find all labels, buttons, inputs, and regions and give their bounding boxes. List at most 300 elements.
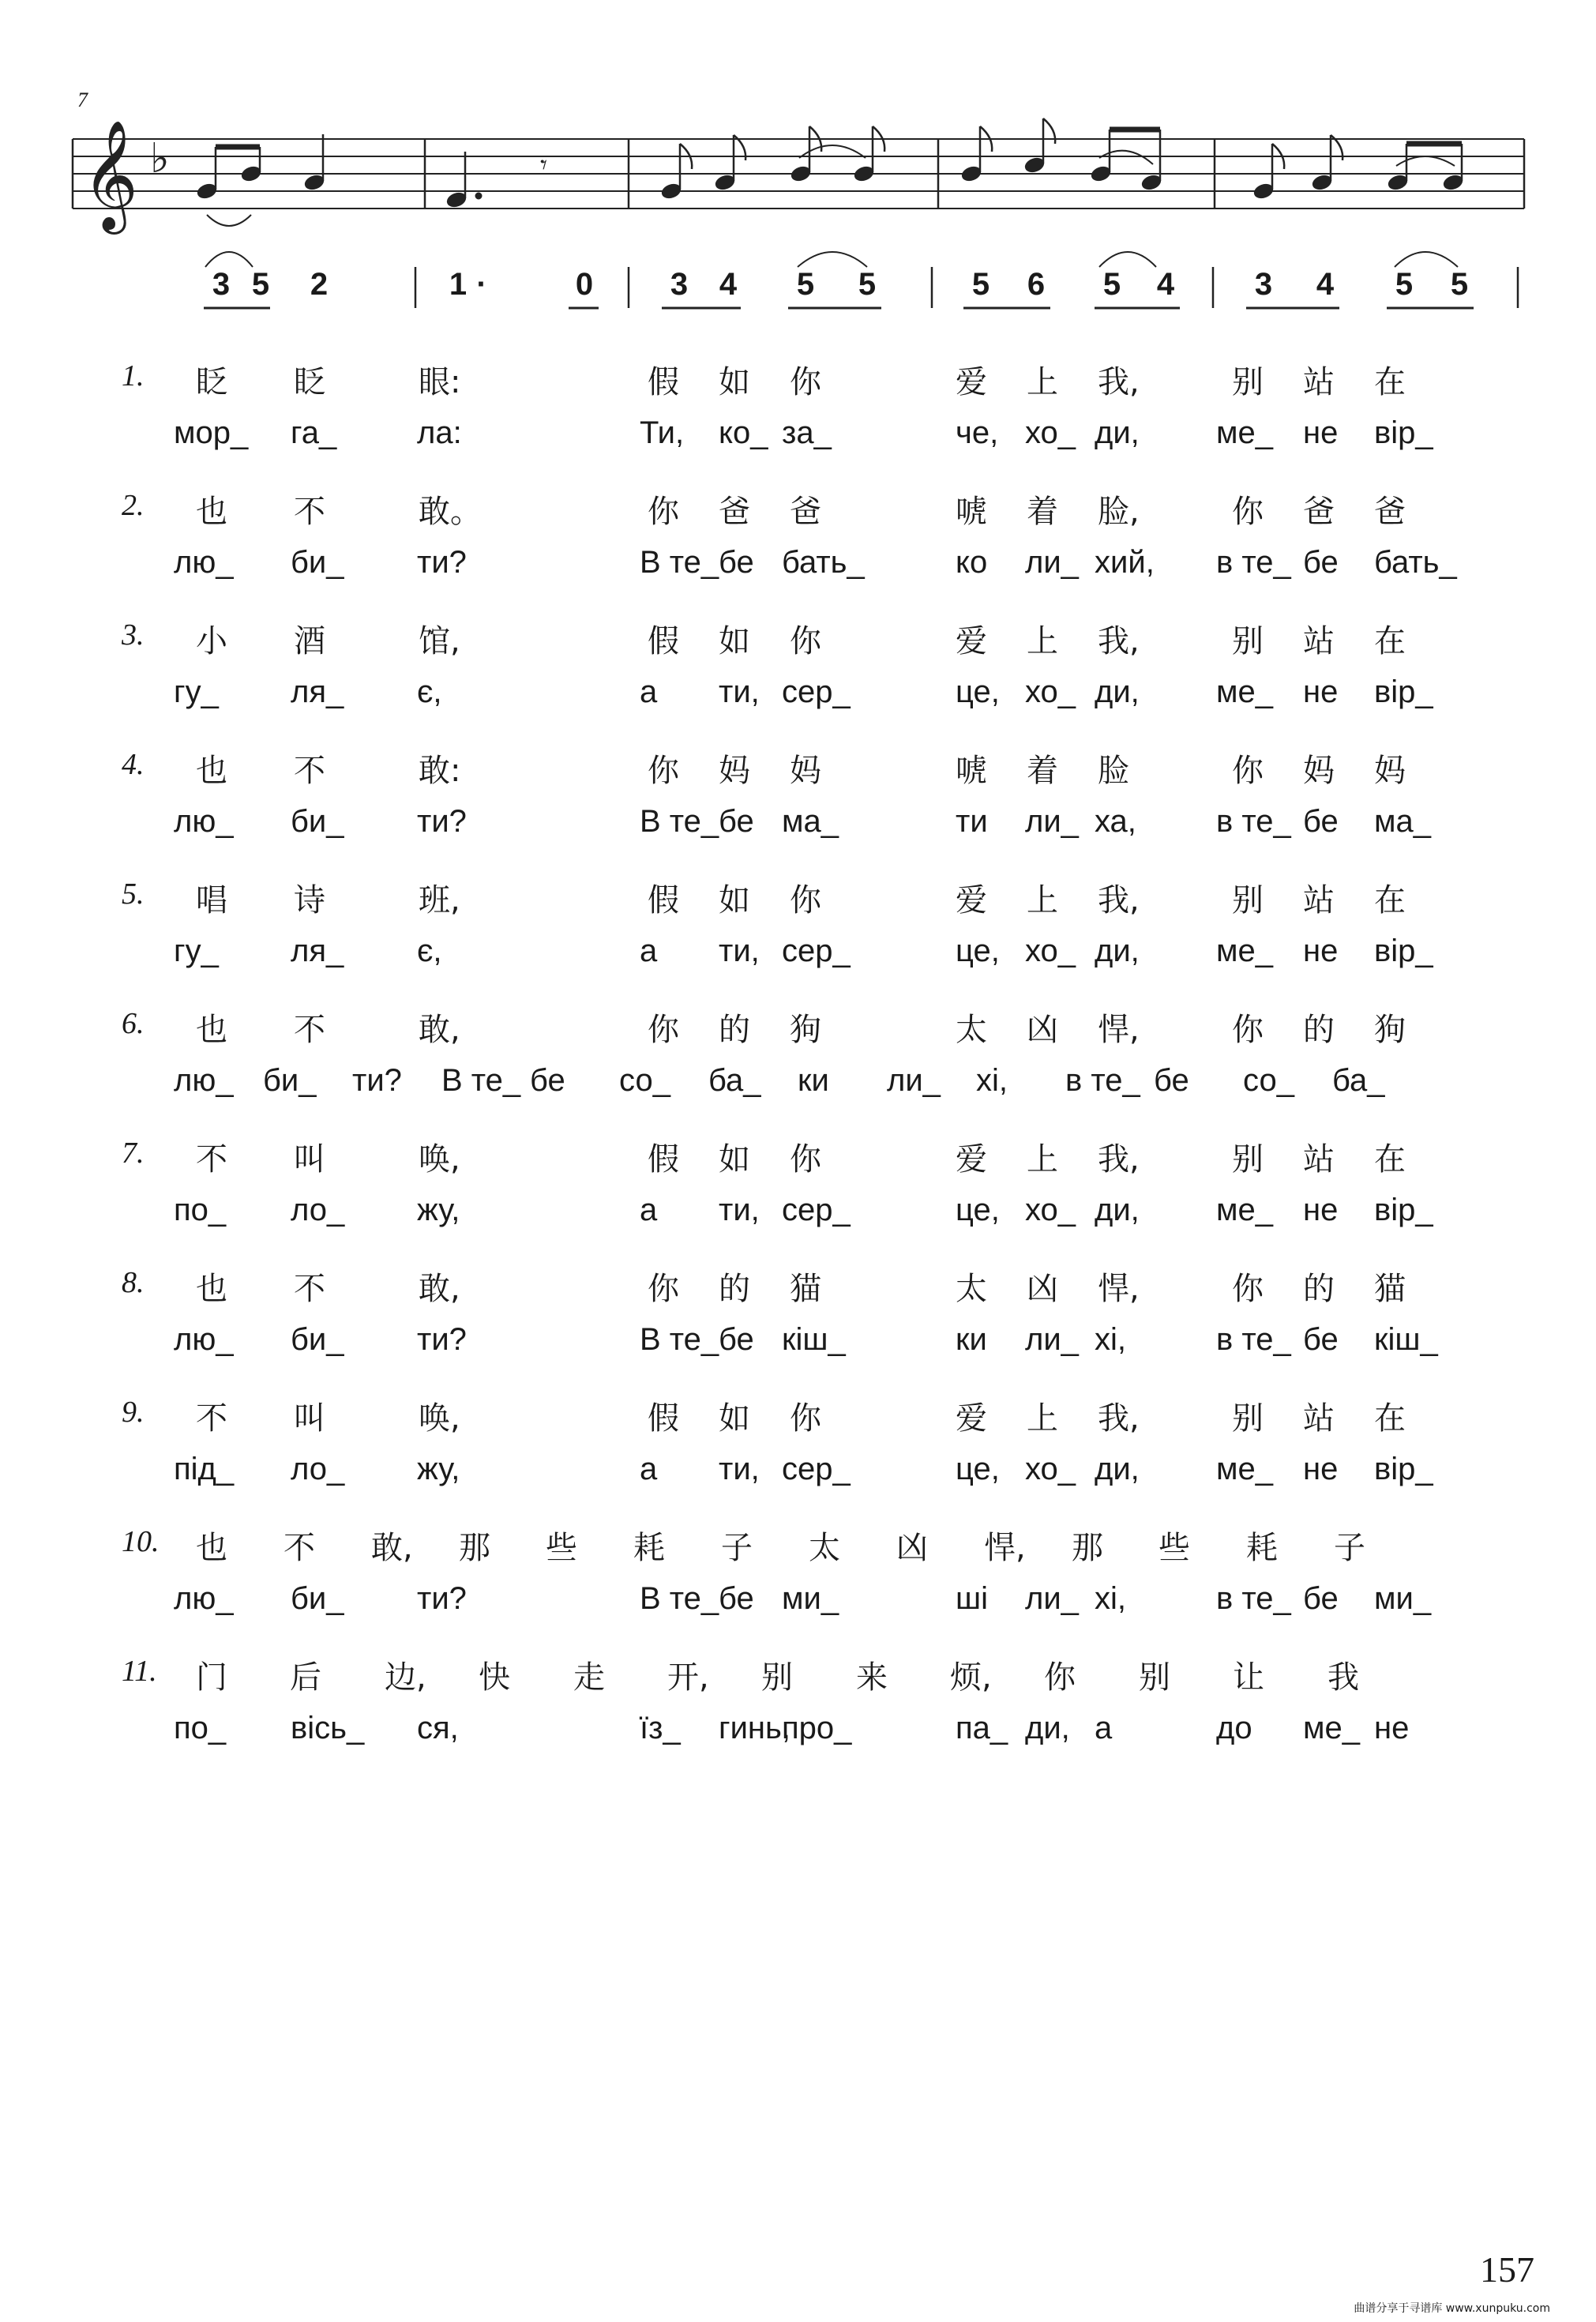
lyric-uk-syllable: ди, [1095, 1452, 1140, 1486]
lyric-cn-syllable: 你 [648, 1271, 679, 1307]
lyric-cn-syllable: 也 [196, 1271, 227, 1307]
lyric-cn-syllable: 耗 [1246, 1530, 1278, 1566]
lyric-uk-syllable: бе [530, 1063, 565, 1098]
lyric-cn-syllable: 你 [790, 1141, 821, 1178]
lyric-cn-syllable: 唤, [419, 1141, 460, 1178]
lyric-uk-syllable: би_ [291, 804, 344, 839]
lyric-uk-syllable: сер_ [782, 934, 851, 968]
lyric-uk-syllable: че, [956, 415, 999, 450]
lyric-uk-syllable: ха, [1095, 804, 1136, 839]
lyric-cn-syllable: 你 [1232, 1271, 1264, 1307]
lyric-cn-syllable: 太 [956, 1012, 987, 1048]
lyric-uk-syllable: гу_ [174, 934, 219, 968]
lyric-cn-syllable: 也 [196, 753, 227, 789]
lyric-uk-syllable: ла: [417, 415, 462, 450]
lyric-cn-syllable: 唤, [419, 1400, 460, 1437]
lyric-cn-syllable: 的 [719, 1271, 750, 1307]
jianpu-note: 3 [670, 267, 689, 302]
lyric-uk-syllable: ти? [417, 545, 467, 580]
lyric-cn-syllable: 太 [956, 1271, 987, 1307]
lyric-cn-syllable: 你 [1232, 1012, 1264, 1048]
lyric-uk-syllable: вісь_ [291, 1711, 365, 1745]
lyric-uk-syllable: ме_ [1216, 674, 1273, 709]
lyric-cn-syllable: 站 [1303, 1400, 1335, 1437]
lyric-uk-syllable: це, [956, 674, 1000, 709]
lyric-uk-syllable: це, [956, 1193, 1000, 1227]
lyric-cn-syllable: 你 [648, 494, 679, 530]
lyric-uk-syllable: Ти, [640, 415, 685, 450]
lyric-uk-syllable: а [640, 1452, 658, 1486]
lyric-cn-syllable: 不 [294, 1271, 325, 1307]
lyric-cn-syllable: 我, [1098, 1400, 1140, 1437]
lyric-uk-syllable: по_ [174, 1193, 227, 1227]
lyric-cn-syllable: 狗 [790, 1012, 821, 1048]
lyric-cn-syllable: 的 [719, 1012, 750, 1048]
lyric-uk-syllable: кіш_ [782, 1322, 846, 1357]
lyric-cn-syllable: 爱 [956, 623, 987, 659]
lyric-cn-syllable: 如 [719, 364, 750, 400]
lyric-cn-syllable: 开, [667, 1659, 709, 1696]
lyric-cn-syllable: 些 [546, 1530, 577, 1566]
lyric-uk-syllable: ли_ [1025, 545, 1079, 580]
lyric-cn-syllable: 假 [648, 364, 679, 400]
lyric-uk-syllable: ли_ [1025, 804, 1079, 839]
verse-number: 9. [122, 1396, 145, 1429]
lyric-cn-syllable: 酒 [294, 623, 325, 659]
lyric-uk-syllable: со_ [619, 1063, 670, 1098]
jianpu-note: · [476, 267, 487, 302]
lyric-uk-syllable: би_ [291, 545, 344, 580]
jianpu-note: 5 [1395, 267, 1414, 302]
lyric-cn-syllable: 门 [196, 1659, 227, 1696]
lyric-uk-syllable: га_ [291, 415, 337, 450]
lyric-uk-syllable: вір_ [1374, 1452, 1433, 1486]
verse-number: 1. [122, 359, 145, 393]
lyric-uk-syllable: хий, [1095, 545, 1155, 580]
lyric-cn-syllable: 我, [1098, 623, 1140, 659]
jianpu-note: 4 [1156, 267, 1175, 302]
lyric-uk-syllable: а [640, 934, 658, 968]
lyric-cn-syllable: 悍, [984, 1530, 1026, 1566]
lyric-cn-syllable: 班, [419, 882, 460, 919]
lyric-cn-syllable: 让 [1233, 1659, 1264, 1696]
jianpu-note: 5 [858, 267, 877, 302]
measure-2-notes [445, 149, 547, 209]
lyric-uk-syllable: ме_ [1216, 1193, 1273, 1227]
lyric-uk-syllable: ми_ [782, 1581, 839, 1616]
lyric-uk-syllable: бать_ [782, 545, 865, 580]
lyric-uk-syllable: ди, [1095, 674, 1140, 709]
lyric-cn-syllable: 上 [1027, 882, 1058, 919]
lyric-cn-syllable: 走 [573, 1659, 605, 1696]
lyric-cn-syllable: 假 [648, 882, 679, 919]
verse-number: 3. [122, 618, 145, 652]
lyric-uk-syllable: по_ [174, 1711, 227, 1745]
lyric-cn-syllable: 子 [1334, 1530, 1365, 1566]
lyric-uk-syllable: ло_ [291, 1193, 345, 1227]
lyric-uk-syllable: не [1303, 1452, 1339, 1486]
lyric-uk-syllable: вір_ [1374, 415, 1433, 450]
treble-clef-icon: 𝄞 [82, 120, 138, 230]
lyric-uk-syllable: сер_ [782, 1193, 851, 1227]
lyric-uk-syllable: лю_ [174, 1063, 234, 1098]
lyric-uk-syllable: ти [956, 804, 988, 839]
lyric-cn-syllable: 唱 [196, 882, 227, 919]
lyric-uk-syllable: їз_ [640, 1711, 681, 1745]
lyric-cn-syllable: 猫 [1374, 1271, 1406, 1307]
lyric-uk-syllable: ма_ [782, 804, 839, 839]
lyric-cn-syllable: 我, [1098, 364, 1140, 400]
lyric-cn-syllable: 的 [1303, 1271, 1335, 1307]
lyric-uk-syllable: ди, [1095, 934, 1140, 968]
lyric-uk-syllable: би_ [291, 1322, 344, 1357]
lyric-cn-syllable: 着 [1027, 494, 1058, 530]
lyric-cn-syllable: 凶 [896, 1530, 928, 1566]
lyric-uk-syllable: лю_ [174, 1322, 234, 1357]
lyric-uk-syllable: ме_ [1303, 1711, 1360, 1745]
lyric-cn-syllable: 快 [479, 1659, 510, 1696]
lyric-cn-syllable: 敢, [419, 1271, 460, 1307]
lyric-uk-syllable: хі, [1095, 1322, 1126, 1357]
lyric-uk-syllable: хі, [1095, 1581, 1126, 1616]
lyric-cn-syllable: 爱 [956, 364, 987, 400]
lyric-cn-syllable: 爱 [956, 882, 987, 919]
lyric-cn-syllable: 妈 [1374, 753, 1406, 789]
lyric-cn-syllable: 妈 [790, 753, 821, 789]
lyric-uk-syllable: під_ [174, 1452, 235, 1486]
lyric-uk-syllable: бе [1303, 545, 1339, 580]
lyric-cn-syllable: 敢。 [419, 494, 482, 530]
lyric-cn-syllable: 后 [290, 1659, 321, 1696]
lyric-uk-syllable: ме_ [1216, 934, 1273, 968]
jianpu-note: 0 [575, 267, 594, 302]
lyric-uk-syllable: а [1095, 1711, 1113, 1745]
lyric-uk-syllable: в те_ [1216, 1581, 1291, 1616]
lyric-cn-syllable: 那 [1072, 1530, 1103, 1566]
lyric-uk-syllable: ші [956, 1581, 988, 1616]
lyric-cn-syllable: 眨 [294, 364, 325, 400]
lyric-cn-syllable: 烦, [950, 1659, 992, 1696]
lyric-uk-syllable: хо_ [1025, 934, 1076, 968]
lyric-cn-syllable: 敢, [371, 1530, 413, 1566]
jianpu-row [0, 251, 1596, 314]
lyric-uk-syllable: ме_ [1216, 1452, 1273, 1486]
lyric-cn-syllable: 你 [648, 753, 679, 789]
lyric-uk-syllable: а [640, 1193, 658, 1227]
lyric-cn-syllable: 太 [809, 1530, 840, 1566]
lyric-uk-syllable: ти, [719, 674, 760, 709]
lyric-cn-syllable: 你 [790, 623, 821, 659]
lyric-uk-syllable: ля_ [291, 674, 344, 709]
jianpu-note: 5 [1102, 267, 1121, 302]
footer-credit: 曲谱分享于寻谱库 www.xunpuku.com [1354, 2302, 1550, 2315]
lyric-uk-syllable: ко [956, 545, 988, 580]
lyric-cn-syllable: 爱 [956, 1141, 987, 1178]
lyric-cn-syllable: 边, [385, 1659, 426, 1696]
lyric-cn-syllable: 脸, [1098, 494, 1140, 530]
lyric-uk-syllable: бе [719, 1322, 754, 1357]
lyric-cn-syllable: 在 [1374, 623, 1406, 659]
lyric-cn-syllable: 脸 [1098, 753, 1129, 789]
lyric-uk-syllable: не [1303, 415, 1339, 450]
lyric-uk-syllable: ля_ [291, 934, 344, 968]
lyric-uk-syllable: ти, [719, 1452, 760, 1486]
lyric-uk-syllable: бе [1154, 1063, 1189, 1098]
measure-4-notes [960, 118, 1162, 267]
lyric-cn-syllable: 站 [1303, 364, 1335, 400]
lyric-uk-syllable: ло_ [291, 1452, 345, 1486]
lyric-uk-syllable: ко_ [719, 415, 768, 450]
lyric-cn-syllable: 爸 [1374, 494, 1406, 530]
lyric-uk-syllable: не [1303, 1193, 1339, 1227]
lyric-uk-syllable: сер_ [782, 674, 851, 709]
lyric-cn-syllable: 站 [1303, 1141, 1335, 1178]
lyric-uk-syllable: це, [956, 1452, 1000, 1486]
verse-number: 6. [122, 1007, 145, 1040]
lyric-uk-syllable: про_ [782, 1711, 852, 1745]
lyric-cn-syllable: 不 [294, 1012, 325, 1048]
jianpu-note: 2 [310, 267, 329, 302]
lyric-uk-syllable: бать_ [1374, 545, 1457, 580]
lyric-uk-syllable: В те_ [640, 1581, 719, 1616]
lyric-uk-syllable: в те_ [1216, 804, 1291, 839]
lyric-cn-syllable: 馆, [419, 623, 460, 659]
lyric-cn-syllable: 狗 [1374, 1012, 1406, 1048]
jianpu-note: 5 [251, 267, 270, 302]
lyric-uk-syllable: ся, [417, 1711, 459, 1745]
lyric-cn-syllable: 你 [790, 1400, 821, 1437]
lyric-uk-syllable: ди, [1095, 415, 1140, 450]
lyric-uk-syllable: вір_ [1374, 674, 1433, 709]
lyric-cn-syllable: 如 [719, 1400, 750, 1437]
lyric-uk-syllable: ти, [719, 934, 760, 968]
lyric-cn-syllable: 的 [1303, 1012, 1335, 1048]
lyric-cn-syllable: 叫 [294, 1141, 325, 1178]
measure-5-notes [1252, 135, 1464, 267]
lyric-cn-syllable: 别 [761, 1659, 793, 1696]
lyric-uk-syllable: це, [956, 934, 1000, 968]
lyric-cn-syllable: 假 [648, 1141, 679, 1178]
lyric-cn-syllable: 我, [1098, 882, 1140, 919]
lyric-uk-syllable: мор_ [174, 415, 249, 450]
lyric-uk-syllable: ли_ [1025, 1581, 1079, 1616]
flat-icon: ♭ [150, 135, 170, 182]
lyric-uk-syllable: В те_ [640, 804, 719, 839]
jianpu-note: 5 [971, 267, 990, 302]
lyric-cn-syllable: 你 [648, 1012, 679, 1048]
lyric-cn-syllable: 你 [1232, 753, 1264, 789]
lyric-uk-syllable: не [1303, 674, 1339, 709]
lyric-cn-syllable: 你 [1044, 1659, 1076, 1696]
lyric-uk-syllable: ти, [719, 1193, 760, 1227]
verse-number: 11. [122, 1655, 157, 1688]
lyric-uk-syllable: бе [719, 804, 754, 839]
lyric-cn-syllable: 叫 [294, 1400, 325, 1437]
lyric-cn-syllable: 爸 [1303, 494, 1335, 530]
lyric-cn-syllable: 不 [196, 1141, 227, 1178]
lyric-uk-syllable: ми_ [1374, 1581, 1432, 1616]
lyric-uk-syllable: в те_ [1065, 1063, 1140, 1098]
jianpu-note: 3 [212, 267, 231, 302]
lyric-uk-syllable: бе [1303, 1581, 1339, 1616]
jianpu-note: 1 [449, 267, 468, 302]
lyric-uk-syllable: хо_ [1025, 415, 1076, 450]
lyric-uk-syllable: ди, [1095, 1193, 1140, 1227]
lyric-uk-syllable: ки [798, 1063, 829, 1098]
lyric-cn-syllable: 敢, [419, 1012, 460, 1048]
lyric-uk-syllable: ме_ [1216, 415, 1273, 450]
lyric-uk-syllable: хо_ [1025, 1193, 1076, 1227]
lyric-cn-syllable: 别 [1139, 1659, 1170, 1696]
lyric-uk-syllable: гинь, [719, 1711, 790, 1745]
lyric-uk-syllable: бе [719, 545, 754, 580]
lyric-uk-syllable: В те_ [441, 1063, 521, 1098]
lyric-cn-syllable: 唬 [956, 494, 987, 530]
lyric-cn-syllable: 不 [284, 1530, 315, 1566]
lyric-uk-syllable: хо_ [1025, 674, 1076, 709]
lyric-cn-syllable: 也 [196, 494, 227, 530]
lyric-cn-syllable: 子 [721, 1530, 753, 1566]
lyric-cn-syllable: 别 [1232, 1400, 1264, 1437]
lyric-uk-syllable: бе [1303, 1322, 1339, 1357]
lyric-uk-syllable: бе [719, 1581, 754, 1616]
lyric-uk-syllable: до [1216, 1711, 1252, 1745]
lyric-cn-syllable: 不 [294, 753, 325, 789]
verse-number: 8. [122, 1266, 145, 1299]
lyric-cn-syllable: 假 [648, 623, 679, 659]
lyric-uk-syllable: лю_ [174, 1581, 234, 1616]
lyric-uk-syllable: вір_ [1374, 934, 1433, 968]
lyric-uk-syllable: не [1303, 934, 1339, 968]
lyric-cn-syllable: 悍, [1098, 1012, 1140, 1048]
lyric-cn-syllable: 爱 [956, 1400, 987, 1437]
lyric-uk-syllable: ди, [1025, 1711, 1070, 1745]
lyric-cn-syllable: 爸 [719, 494, 750, 530]
lyric-cn-syllable: 不 [294, 494, 325, 530]
lyric-cn-syllable: 也 [196, 1012, 227, 1048]
lyric-uk-syllable: гу_ [174, 674, 219, 709]
lyric-cn-syllable: 我 [1327, 1659, 1359, 1696]
lyric-uk-syllable: сер_ [782, 1452, 851, 1486]
lyric-cn-syllable: 妈 [719, 753, 750, 789]
lyric-uk-syllable: хо_ [1025, 1452, 1076, 1486]
lyric-cn-syllable: 妈 [1303, 753, 1335, 789]
lyric-uk-syllable: бе [1303, 804, 1339, 839]
lyric-uk-syllable: вір_ [1374, 1193, 1433, 1227]
lyric-uk-syllable: а [640, 674, 658, 709]
lyric-uk-syllable: ки [956, 1322, 987, 1357]
lyric-uk-syllable: ба_ [1332, 1063, 1385, 1098]
measure-3-notes [660, 126, 884, 267]
lyric-cn-syllable: 站 [1303, 882, 1335, 919]
lyric-cn-syllable: 如 [719, 882, 750, 919]
lyric-cn-syllable: 凶 [1027, 1012, 1058, 1048]
lyric-cn-syllable: 敢: [419, 753, 461, 789]
jianpu-note: 5 [796, 267, 815, 302]
jianpu-note: 4 [719, 267, 738, 302]
lyric-cn-syllable: 诗 [294, 882, 325, 919]
lyric-uk-syllable: ли_ [887, 1063, 941, 1098]
lyric-uk-syllable: в те_ [1216, 545, 1291, 580]
page-number: 157 [1480, 2249, 1534, 2290]
lyric-uk-syllable: кіш_ [1374, 1322, 1438, 1357]
lyric-cn-syllable: 悍, [1098, 1271, 1140, 1307]
lyric-cn-syllable: 小 [196, 623, 227, 659]
verse-number: 4. [122, 748, 145, 781]
lyric-cn-syllable: 我, [1098, 1141, 1140, 1178]
lyric-uk-syllable: ти? [417, 1322, 467, 1357]
lyric-cn-syllable: 猫 [790, 1271, 821, 1307]
lyric-cn-syllable: 假 [648, 1400, 679, 1437]
lyric-cn-syllable: 如 [719, 1141, 750, 1178]
lyric-uk-syllable: ти? [352, 1063, 402, 1098]
lyric-cn-syllable: 唬 [956, 753, 987, 789]
lyric-uk-syllable: па_ [956, 1711, 1008, 1745]
lyric-uk-syllable: лю_ [174, 804, 234, 839]
verse-number: 2. [122, 489, 145, 522]
lyric-cn-syllable: 在 [1374, 1141, 1406, 1178]
svg-text:𝄾: 𝄾 [540, 149, 548, 181]
lyric-cn-syllable: 站 [1303, 623, 1335, 659]
lyric-cn-syllable: 眨 [196, 364, 227, 400]
lyric-cn-syllable: 上 [1027, 364, 1058, 400]
lyric-cn-syllable: 上 [1027, 1400, 1058, 1437]
lyric-uk-syllable: жу, [417, 1193, 460, 1227]
lyric-cn-syllable: 眼: [419, 364, 461, 400]
lyric-uk-syllable: жу, [417, 1452, 460, 1486]
lyric-cn-syllable: 不 [196, 1400, 227, 1437]
lyric-uk-syllable: хі, [976, 1063, 1008, 1098]
lyric-cn-syllable: 你 [790, 364, 821, 400]
lyric-uk-syllable: В те_ [640, 545, 719, 580]
lyric-cn-syllable: 那 [459, 1530, 490, 1566]
lyric-uk-syllable: би_ [263, 1063, 317, 1098]
lyric-uk-syllable: є, [417, 934, 442, 968]
lyric-cn-syllable: 凶 [1027, 1271, 1058, 1307]
lyric-uk-syllable: лю_ [174, 545, 234, 580]
lyric-cn-syllable: 着 [1027, 753, 1058, 789]
jianpu-note: 3 [1254, 267, 1273, 302]
lyric-cn-syllable: 也 [196, 1530, 227, 1566]
jianpu-note: 5 [1450, 267, 1469, 302]
lyric-cn-syllable: 在 [1374, 364, 1406, 400]
lyric-cn-syllable: 别 [1232, 882, 1264, 919]
lyric-uk-syllable: ти? [417, 1581, 467, 1616]
lyric-cn-syllable: 别 [1232, 364, 1264, 400]
lyric-cn-syllable: 上 [1027, 623, 1058, 659]
verse-number: 5. [122, 877, 145, 911]
lyric-uk-syllable: в те_ [1216, 1322, 1291, 1357]
lyric-uk-syllable: ли_ [1025, 1322, 1079, 1357]
lyric-cn-syllable: 别 [1232, 1141, 1264, 1178]
lyric-cn-syllable: 在 [1374, 1400, 1406, 1437]
lyric-uk-syllable: со_ [1243, 1063, 1294, 1098]
lyric-cn-syllable: 爸 [790, 494, 821, 530]
lyric-uk-syllable: є, [417, 674, 442, 709]
lyric-cn-syllable: 些 [1159, 1530, 1190, 1566]
lyric-uk-syllable: не [1374, 1711, 1410, 1745]
jianpu-note: 6 [1027, 267, 1046, 302]
measure-1-notes [196, 134, 325, 267]
lyric-cn-syllable: 上 [1027, 1141, 1058, 1178]
measure-number: 7 [77, 88, 88, 111]
lyric-cn-syllable: 如 [719, 623, 750, 659]
lyric-cn-syllable: 你 [790, 882, 821, 919]
lyric-cn-syllable: 来 [856, 1659, 888, 1696]
lyric-cn-syllable: 你 [1232, 494, 1264, 530]
jianpu-note: 4 [1316, 267, 1335, 302]
lyric-uk-syllable: за_ [782, 415, 832, 450]
